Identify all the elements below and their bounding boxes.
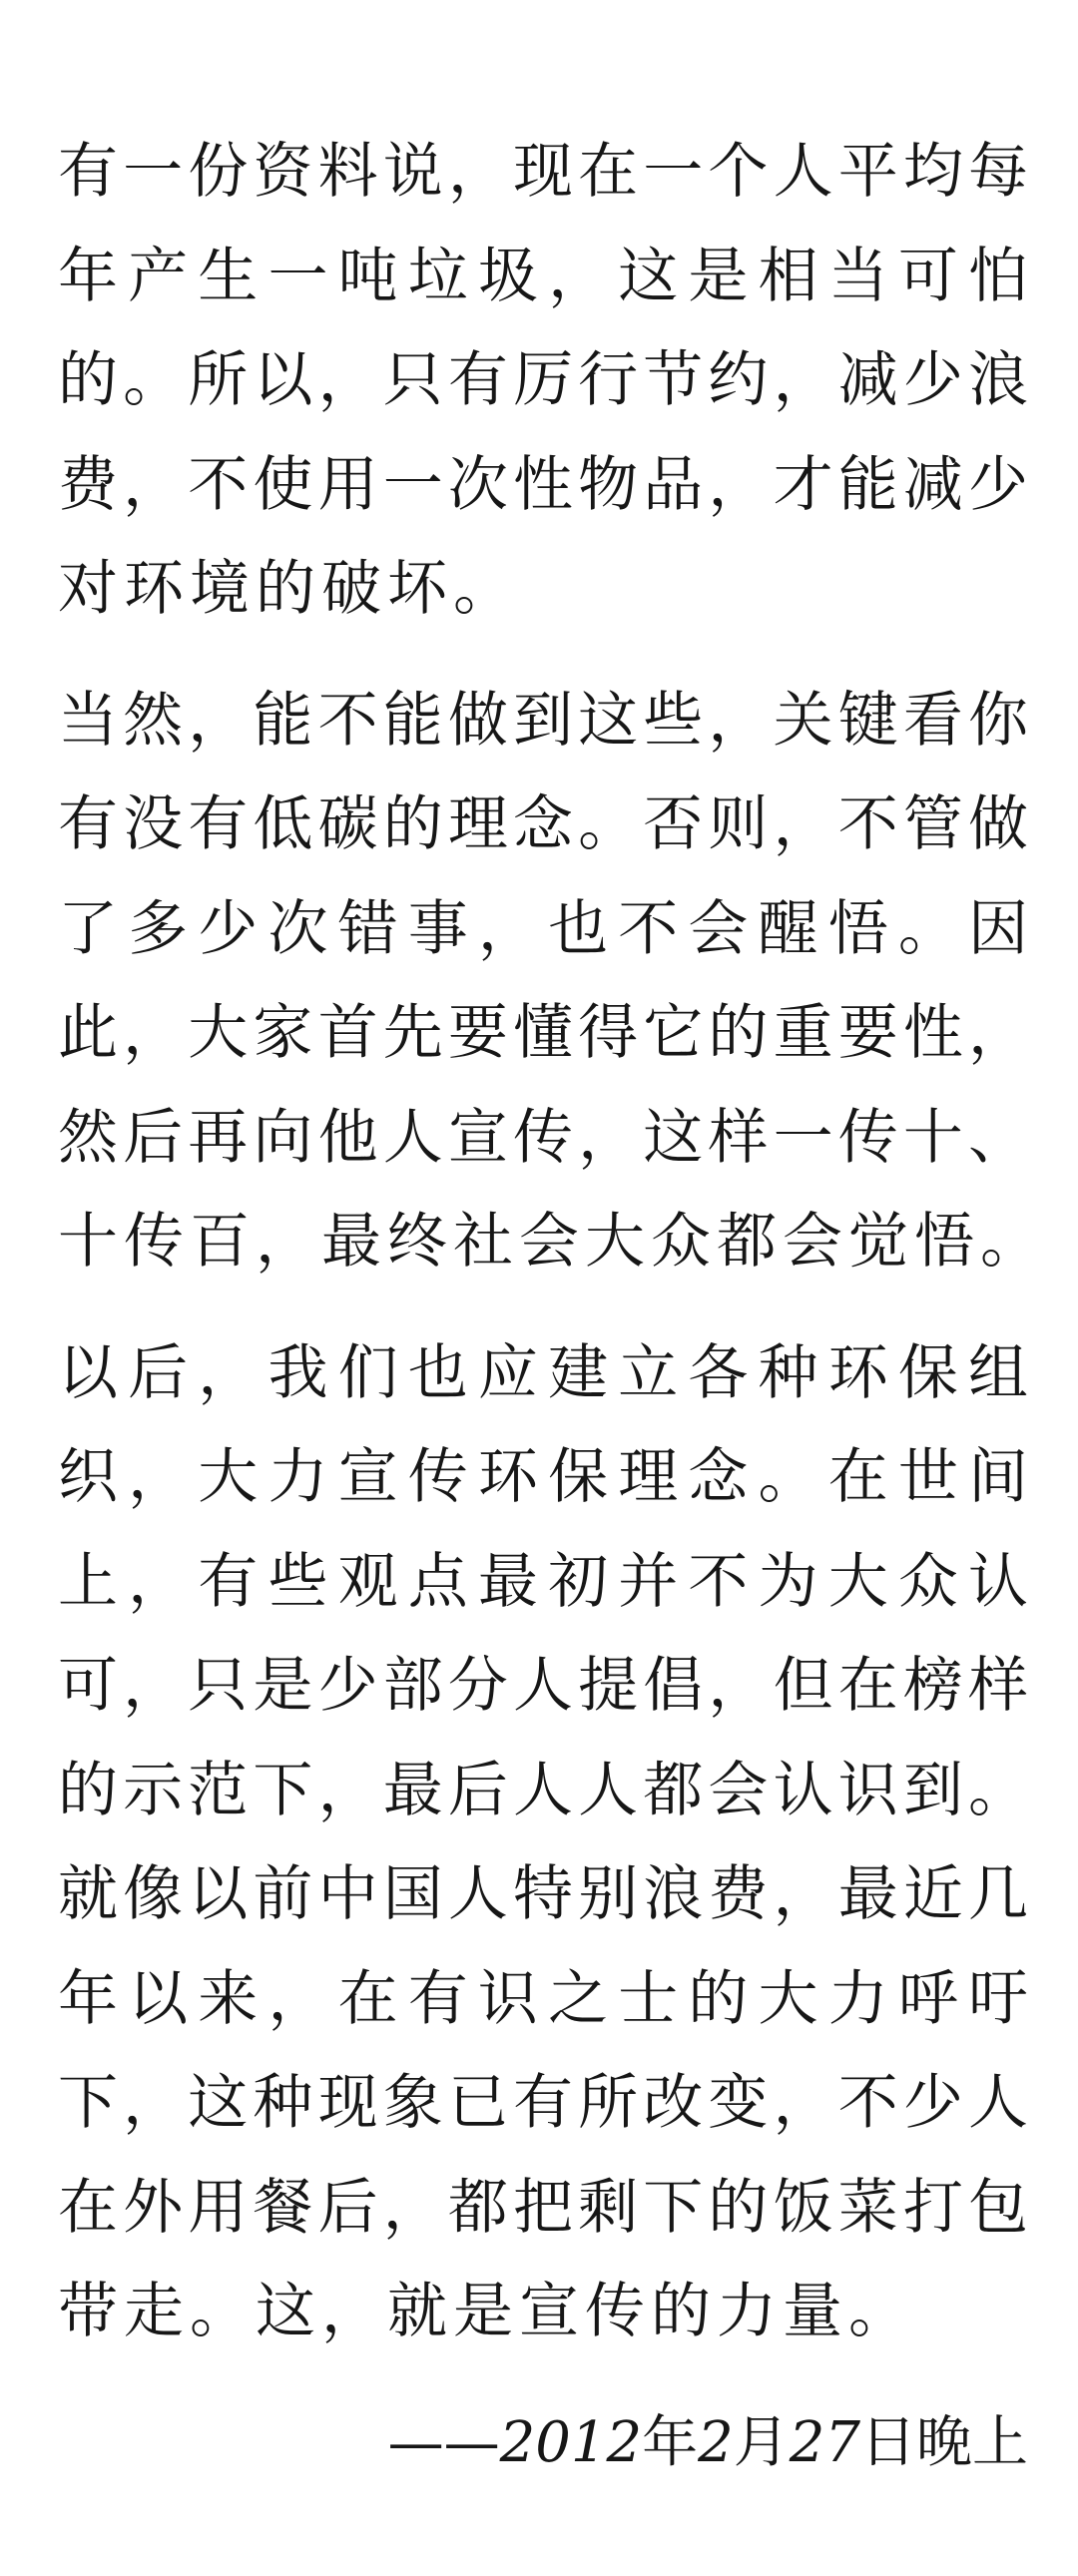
signature-day: 27 <box>789 2410 860 2475</box>
text-line: 费，不使用一次性物品，才能减少 <box>58 449 1028 520</box>
text-line: 的示范下，最后人人都会认识到。 <box>58 1755 1028 1825</box>
text-line: 年产生一吨垃圾，这是相当可怕 <box>58 241 1028 311</box>
text-line: 十传百，最终社会大众都会觉悟。 <box>58 1207 1046 1277</box>
date-signature <box>388 2393 1028 2493</box>
signature-day-char: 日 <box>860 2410 916 2475</box>
text-line: 年以来，在有识之士的大力呼吁 <box>58 1963 1028 2034</box>
paragraph-2 <box>58 669 1046 1294</box>
signature-year-char: 年 <box>642 2410 699 2475</box>
text-line: 对环境的破坏。 <box>58 554 519 624</box>
text-line: 上，有些观点最初并不为大众认 <box>58 1546 1028 1617</box>
document-body <box>58 120 1046 2391</box>
text-line: 当然，能不能做到这些，关键看你 <box>58 685 1028 756</box>
signature-month: 2 <box>698 2410 734 2475</box>
text-line: 在外用餐后，都把剩下的饭菜打包 <box>58 2172 1028 2243</box>
text-line: 的。所以，只有厉行节约，减少浪 <box>58 345 1028 415</box>
text-line: 有一份资料说，现在一个人平均每 <box>58 137 1028 207</box>
text-line: 有没有低碳的理念。否则，不管做 <box>58 789 1028 859</box>
paragraph-3 <box>58 1321 1028 2364</box>
signature-year: 2012 <box>499 2410 643 2475</box>
text-line: 下，这种现象已有所改变，不少人 <box>58 2068 1028 2138</box>
text-line: 以后，我们也应建立各种环保组 <box>58 1337 1028 1408</box>
text-line: 此，大家首先要懂得它的重要性， <box>58 998 1028 1068</box>
signature-time: 晚上 <box>916 2410 1028 2475</box>
text-line: 可，只是少部分人提倡，但在榜样 <box>58 1651 1028 1721</box>
signature-month-char: 月 <box>733 2410 790 2475</box>
text-line: 织，大力宣传环保理念。在世间 <box>58 1442 1028 1512</box>
text-line: 然后再向他人宣传，这样一传十、 <box>58 1102 1028 1173</box>
text-line: 带走。这，就是宣传的力量。 <box>58 2277 914 2346</box>
paragraph-1 <box>58 120 1028 642</box>
signature-dash: —— <box>387 2410 500 2475</box>
text-line: 了多少次错事，也不会醒悟。因 <box>58 893 1028 964</box>
text-line: 就像以前中国人特别浪费，最近几 <box>58 1859 1028 1929</box>
